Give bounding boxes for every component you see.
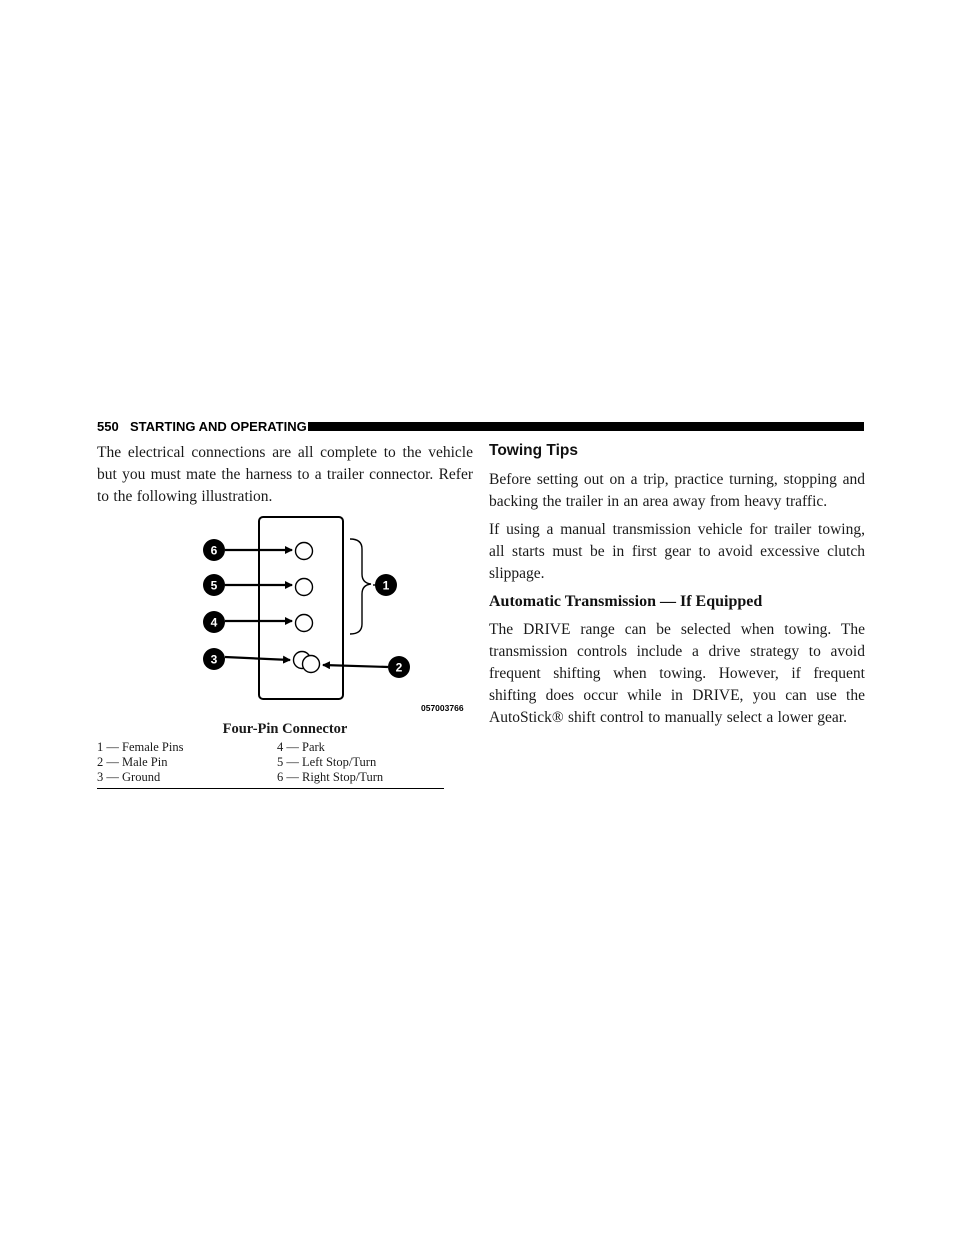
female-pins-bracket [350, 539, 371, 634]
callout-5 [203, 574, 225, 596]
legend-item-5: 5 — Left Stop/Turn [277, 755, 377, 769]
connector-housing [259, 517, 343, 699]
connector-illustration [97, 512, 473, 726]
automatic-transmission-paragraph: The DRIVE range can be selected when towing. The transmission controls include a drive strategy to avoid frequent shifting when towing. However, if frequent shifting does occur while in DRIVE, you can use the AutoStick® shift control to manually select a lower gear. [489, 621, 865, 726]
figure-caption [97, 720, 473, 789]
callout-4 [203, 611, 225, 633]
page-number: 550 [97, 419, 119, 434]
towing-tips-heading: Towing Tips [489, 442, 578, 459]
right-column [489, 441, 865, 735]
callout-6-label: 6 [210, 543, 218, 558]
legend-item-4: 4 — Park [277, 740, 325, 754]
legend-item-2: 2 — Male Pin [97, 755, 168, 769]
legend-rule [97, 788, 444, 789]
intro-paragraph: The electrical connections are all complete to the vehicle but you must mate the harness to a trailer connector. Refer to the following illustration. [97, 444, 473, 505]
callout-2 [388, 656, 410, 678]
towing-tips-paragraph-2: If using a manual transmission vehicle for trailer towing, all starts must be in first gear to avoid excessive clutch slippage. [489, 521, 865, 582]
legend-table [97, 740, 444, 789]
pin-5-socket [296, 579, 313, 596]
page-header [97, 418, 864, 436]
callout-4-label: 4 [210, 615, 218, 630]
legend-row [97, 755, 444, 770]
callout-1-label: 1 [382, 578, 390, 593]
towing-tips-paragraph-1: Before setting out on a trip, practice turning, stopping and backing the trailer in an area away from heavy traffic. [489, 471, 865, 510]
figure-code: 057003766 [421, 703, 464, 713]
legend-item-6: 6 — Right Stop/Turn [277, 770, 384, 784]
legend-row [97, 770, 444, 785]
callout-3-label: 3 [210, 652, 218, 667]
section-title: STARTING AND OPERATING [130, 419, 307, 434]
legend-row [97, 740, 444, 755]
pin-6-socket [296, 543, 313, 560]
callout-6 [203, 539, 225, 561]
legend-item-3: 3 — Ground [97, 770, 161, 784]
callout-5-label: 5 [210, 578, 218, 593]
caption-title: Four-Pin Connector [222, 721, 348, 737]
leader-3 [225, 657, 290, 660]
leader-2 [323, 665, 388, 667]
connector-diagram [97, 512, 473, 726]
callout-2-label: 2 [395, 660, 403, 675]
header-rule [308, 422, 864, 431]
pin-4-socket [296, 615, 313, 632]
left-column [97, 442, 473, 508]
callout-3 [203, 648, 225, 670]
automatic-transmission-heading: Automatic Transmission — If Equipped [489, 593, 763, 610]
callout-1 [375, 574, 397, 596]
legend-item-1: 1 — Female Pins [97, 740, 184, 754]
pin-2-male [303, 656, 320, 673]
